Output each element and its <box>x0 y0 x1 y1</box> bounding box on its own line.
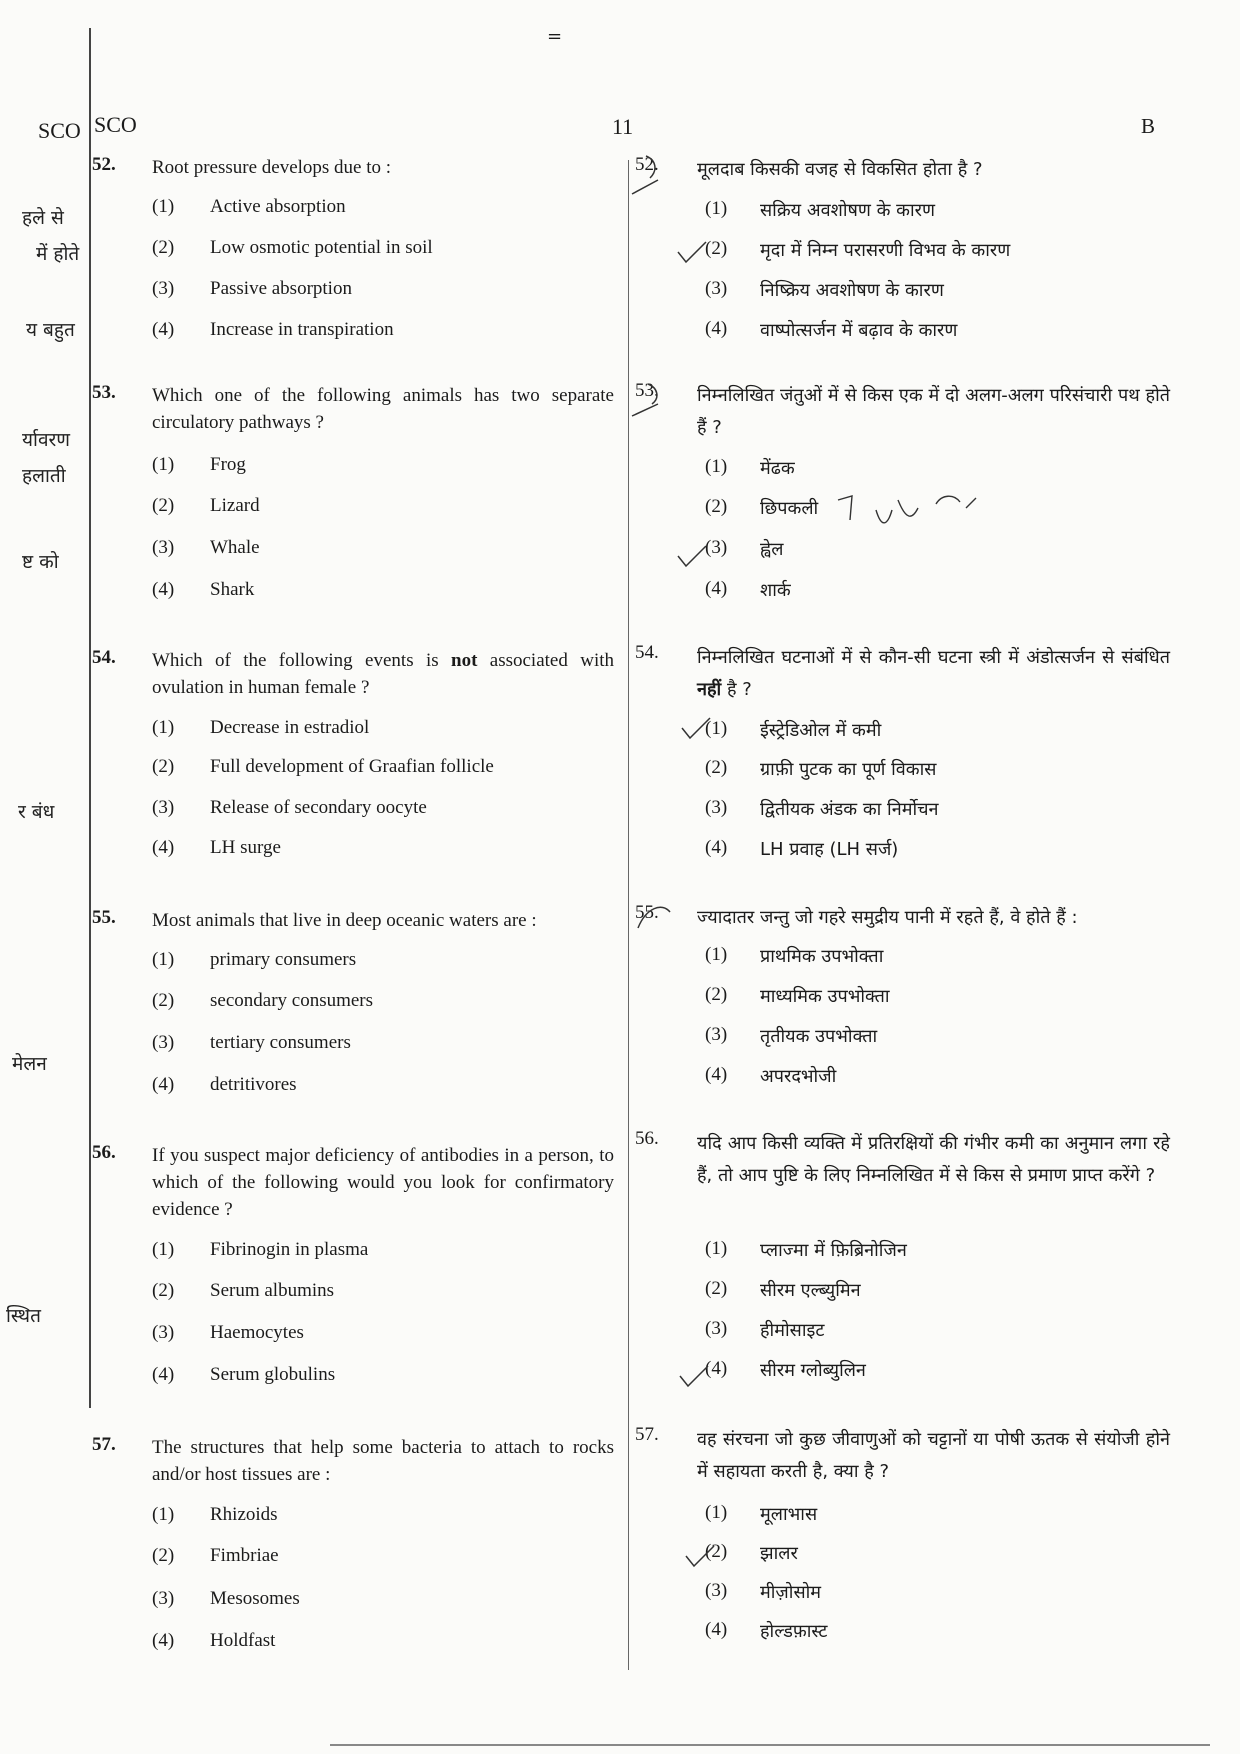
question-number: 54. <box>635 642 659 663</box>
option <box>635 837 1170 867</box>
option <box>635 1024 1170 1054</box>
question-number: 53. <box>635 380 659 401</box>
option-number: (2) <box>705 238 728 259</box>
option <box>635 578 1170 608</box>
question-number: 55. <box>92 907 116 928</box>
question-number: 57. <box>92 1434 116 1455</box>
margin-snippet: र्यावरण <box>22 429 71 451</box>
option-text: मृदा में निम्न परासरणी विभव के कारण <box>760 240 1011 261</box>
pen-tick-54-answer <box>680 714 720 744</box>
option-text: Holdfast <box>210 1630 276 1651</box>
option <box>635 198 1170 228</box>
option-number: (4) <box>705 837 728 858</box>
option-text: tertiary consumers <box>210 1032 351 1053</box>
option <box>92 1032 614 1062</box>
option <box>92 1630 614 1660</box>
option <box>92 237 614 267</box>
option <box>92 837 614 867</box>
option-text: LH प्रवाह (LH सर्ज) <box>760 839 899 860</box>
option <box>92 1322 614 1352</box>
option-number: (2) <box>705 1541 728 1562</box>
option-number: (3) <box>152 1588 175 1609</box>
option-number: (2) <box>705 984 728 1005</box>
option <box>92 797 614 827</box>
option-number: (4) <box>152 1364 175 1385</box>
option-number: (1) <box>152 1239 175 1260</box>
option <box>92 579 614 609</box>
question-number: 55. <box>635 902 659 923</box>
option-number: (2) <box>152 756 175 777</box>
question-text-part: निम्नलिखित घटनाओं में से कौन-सी घटना स्त्री में अंडोत्सर्जन से संबंधित <box>697 647 1170 668</box>
option <box>92 278 614 308</box>
option-text: Active absorption <box>210 196 346 217</box>
option-number: (3) <box>705 797 728 818</box>
option-text: ह्वेल <box>760 539 784 560</box>
option-text: secondary consumers <box>210 990 374 1011</box>
option <box>92 1545 614 1575</box>
option <box>92 1239 614 1269</box>
option-number: (3) <box>705 1580 728 1601</box>
option-number: (4) <box>705 1619 728 1640</box>
option-number: (2) <box>152 495 175 516</box>
option-text: Frog <box>210 454 246 475</box>
option-text: Fibrinogin in plasma <box>210 1239 369 1260</box>
option-number: (2) <box>152 1545 175 1566</box>
question-text: यदि आप किसी व्यक्ति में प्रतिरक्षियों की गंभीर कमी का अनुमान लगा रहे हैं, तो आप पुष्टि के लिए निम्नलिखित में से किस से प्रमाण प्राप्त करेंगे ? <box>697 1133 1170 1186</box>
option <box>635 757 1170 787</box>
option-text: प्राथमिक उपभोक्ता <box>760 946 884 967</box>
option-number: (1) <box>705 198 728 219</box>
option-number: (4) <box>705 1358 728 1379</box>
option-number: (1) <box>705 456 728 477</box>
option-text: Rhizoids <box>210 1504 278 1525</box>
option <box>92 990 614 1020</box>
question-number: 52. <box>92 154 116 175</box>
header-code-right: SCO <box>94 112 137 137</box>
binding-line <box>89 28 91 1408</box>
option-text: Increase in transpiration <box>210 319 394 340</box>
option-number: (1) <box>705 718 728 739</box>
margin-snippet: स्थित <box>6 1305 41 1327</box>
option-number: (3) <box>152 537 175 558</box>
option <box>92 1074 614 1104</box>
option-number: (1) <box>705 1502 728 1523</box>
option-text: Serum albumins <box>210 1280 335 1301</box>
option <box>92 537 614 567</box>
option-number: (1) <box>152 1504 175 1525</box>
option-text: सीरम ग्लोब्युलिन <box>760 1360 866 1381</box>
pen-tick-52-answer <box>676 238 716 268</box>
option-text: Low osmotic potential in soil <box>210 237 433 258</box>
question-number: 56. <box>92 1142 116 1163</box>
question-number: 53. <box>92 382 116 403</box>
option <box>635 1580 1170 1610</box>
pen-tick-55 <box>636 898 676 932</box>
question-number: 52. <box>635 154 659 175</box>
option-text: झालर <box>760 1543 798 1564</box>
question-text-part: है ? <box>721 679 752 700</box>
pen-tick-57-answer <box>684 1542 724 1572</box>
option-text: हीमोसाइट <box>760 1320 825 1341</box>
question-text-part: Which of the following events is <box>152 650 451 671</box>
question-text: Most animals that live in deep oceanic waters are : <box>152 910 537 931</box>
question-text: Which one of the following animals has two separate circulatory pathways ? <box>152 385 614 433</box>
option-text: Decrease in estradiol <box>210 717 370 738</box>
option-text: शार्क <box>760 580 791 601</box>
option-text: निष्क्रिय अवशोषण के कारण <box>760 280 944 301</box>
option-text: Whale <box>210 537 260 558</box>
option-number: (2) <box>705 1278 728 1299</box>
option-number: (4) <box>152 837 175 858</box>
option <box>92 717 614 747</box>
option <box>92 495 614 525</box>
question-text: If you suspect major deficiency of antibodies in a person, to which of the following would you look for confirmatory evidence ? <box>152 1145 614 1220</box>
option-text: Lizard <box>210 495 260 516</box>
option-number: (2) <box>152 237 175 258</box>
pen-tick-53 <box>628 380 678 420</box>
option <box>92 1588 614 1618</box>
question-number: 56. <box>635 1128 659 1149</box>
option-text: तृतीयक उपभोक्ता <box>760 1026 878 1047</box>
option-text: Shark <box>210 579 255 600</box>
margin-snippet: य बहुत <box>26 319 75 341</box>
option <box>635 318 1170 348</box>
option-text: Serum globulins <box>210 1364 336 1385</box>
option-number: (3) <box>705 1024 728 1045</box>
option <box>92 949 614 979</box>
option <box>92 756 614 786</box>
option <box>635 1238 1170 1268</box>
option <box>92 1364 614 1394</box>
option-text: होल्डफ़ास्ट <box>760 1621 828 1642</box>
option-text: LH surge <box>210 837 281 858</box>
option <box>635 797 1170 827</box>
option-number: (1) <box>152 949 175 970</box>
option-text: Passive absorption <box>210 278 352 299</box>
option <box>635 1278 1170 1308</box>
question-text: ज्यादातर जन्तु जो गहरे समुद्रीय पानी में रहते हैं, वे होते हैं : <box>697 907 1078 928</box>
option-text: detritivores <box>210 1074 297 1095</box>
question-text: निम्नलिखित जंतुओं में से किस एक में दो अलग-अलग परिसंचारी पथ होते हैं ? <box>697 385 1170 438</box>
question-text: मूलदाब किसकी वजह से विकसित होता है ? <box>697 159 983 180</box>
pen-tick-52 <box>628 150 678 200</box>
option <box>635 1619 1170 1649</box>
option-text: वाष्पोत्सर्जन में बढ़ाव के कारण <box>760 320 958 341</box>
option-text: सीरम एल्ब्युमिन <box>760 1280 861 1301</box>
header-code-left: SCO <box>38 118 81 143</box>
option <box>635 278 1170 308</box>
option-text: Mesosomes <box>210 1588 300 1609</box>
margin-snippet: हले से <box>22 207 64 229</box>
bottom-rule <box>330 1744 1210 1746</box>
option-number: (4) <box>152 319 175 340</box>
option-text: मीज़ोसोम <box>760 1582 822 1603</box>
option-text: मेंढक <box>760 458 795 479</box>
option-text: ईस्ट्रेडिओल में कमी <box>760 720 882 741</box>
question-number: 54. <box>92 647 116 668</box>
option-text: प्लाज्मा में फ़िब्रिनोजिन <box>760 1240 907 1261</box>
option-text: माध्यमिक उपभोक्ता <box>760 986 890 1007</box>
option-text: मूलाभास <box>760 1504 818 1525</box>
question-text: Root pressure develops due to : <box>152 157 392 178</box>
option-number: (4) <box>152 1074 175 1095</box>
option-number: (2) <box>152 990 175 1011</box>
option <box>635 984 1170 1014</box>
question-text <box>152 647 614 701</box>
option-number: (3) <box>705 278 728 299</box>
question-emphasis: नहीं <box>697 679 722 700</box>
option-number: (4) <box>152 579 175 600</box>
option-text: अपरदभोजी <box>760 1066 837 1087</box>
booklet-set: B <box>1141 114 1156 138</box>
question-number: 57. <box>635 1424 659 1445</box>
option <box>92 1504 614 1534</box>
option <box>92 454 614 484</box>
option-number: (4) <box>705 318 728 339</box>
question-text <box>697 642 1170 706</box>
option <box>635 1502 1170 1532</box>
margin-snippet: मेलन <box>12 1053 47 1075</box>
option-text: द्वितीयक अंडक का निर्मोचन <box>760 799 939 820</box>
option-number: (2) <box>705 496 728 517</box>
option <box>92 196 614 226</box>
margin-snippet: ष्ट को <box>22 551 59 573</box>
option-text: Fimbriae <box>210 1545 279 1566</box>
option <box>635 1318 1170 1348</box>
option-number: (1) <box>705 944 728 965</box>
option <box>635 1064 1170 1094</box>
option <box>635 944 1170 974</box>
question-text: वह संरचना जो कुछ जीवाणुओं को चट्टानों या पोषी ऊतक से संयोजी होने में सहायता करती है, क्या है ? <box>697 1429 1170 1482</box>
page-number: 11 <box>612 114 634 139</box>
option-text: primary consumers <box>210 949 357 970</box>
handwritten-scribble <box>836 490 996 540</box>
option-number: (4) <box>705 1064 728 1085</box>
option-number: (4) <box>705 578 728 599</box>
option-text: छिपकली <box>760 498 819 519</box>
question-text-part: associated with ovulation in human female ? <box>152 650 615 698</box>
margin-snippet: र बंध <box>18 801 55 823</box>
option <box>92 319 614 349</box>
option-number: (3) <box>152 1322 175 1343</box>
option-text: Full development of Graafian follicle <box>210 756 494 777</box>
option-number: (2) <box>152 1280 175 1301</box>
option-number: (4) <box>152 1630 175 1651</box>
margin-snippet: हलाती <box>22 465 66 487</box>
option-number: (3) <box>152 278 175 299</box>
pen-tick-53-answer <box>676 542 716 572</box>
option-number: (3) <box>705 537 728 558</box>
option-text: Haemocytes <box>210 1322 304 1343</box>
margin-snippet: में होते <box>36 243 80 265</box>
option <box>635 456 1170 486</box>
question-text: The structures that help some bacteria to attach to rocks and/or host tissues are : <box>152 1437 614 1485</box>
option-text: Release of secondary oocyte <box>210 797 427 818</box>
option-text: सक्रिय अवशोषण के कारण <box>760 200 936 221</box>
top-mark: = <box>547 26 563 47</box>
option-number: (1) <box>152 196 175 217</box>
question-emphasis: not <box>451 650 478 671</box>
option-text: ग्राफ़ी पुटक का पूर्ण विकास <box>760 759 937 780</box>
option-number: (1) <box>152 454 175 475</box>
option-number: (3) <box>152 797 175 818</box>
option-number: (1) <box>152 717 175 738</box>
pen-tick-56-answer <box>678 1362 718 1392</box>
option-number: (1) <box>705 1238 728 1259</box>
option-number: (3) <box>152 1032 175 1053</box>
option <box>92 1280 614 1310</box>
option-number: (2) <box>705 757 728 778</box>
option-number: (3) <box>705 1318 728 1339</box>
